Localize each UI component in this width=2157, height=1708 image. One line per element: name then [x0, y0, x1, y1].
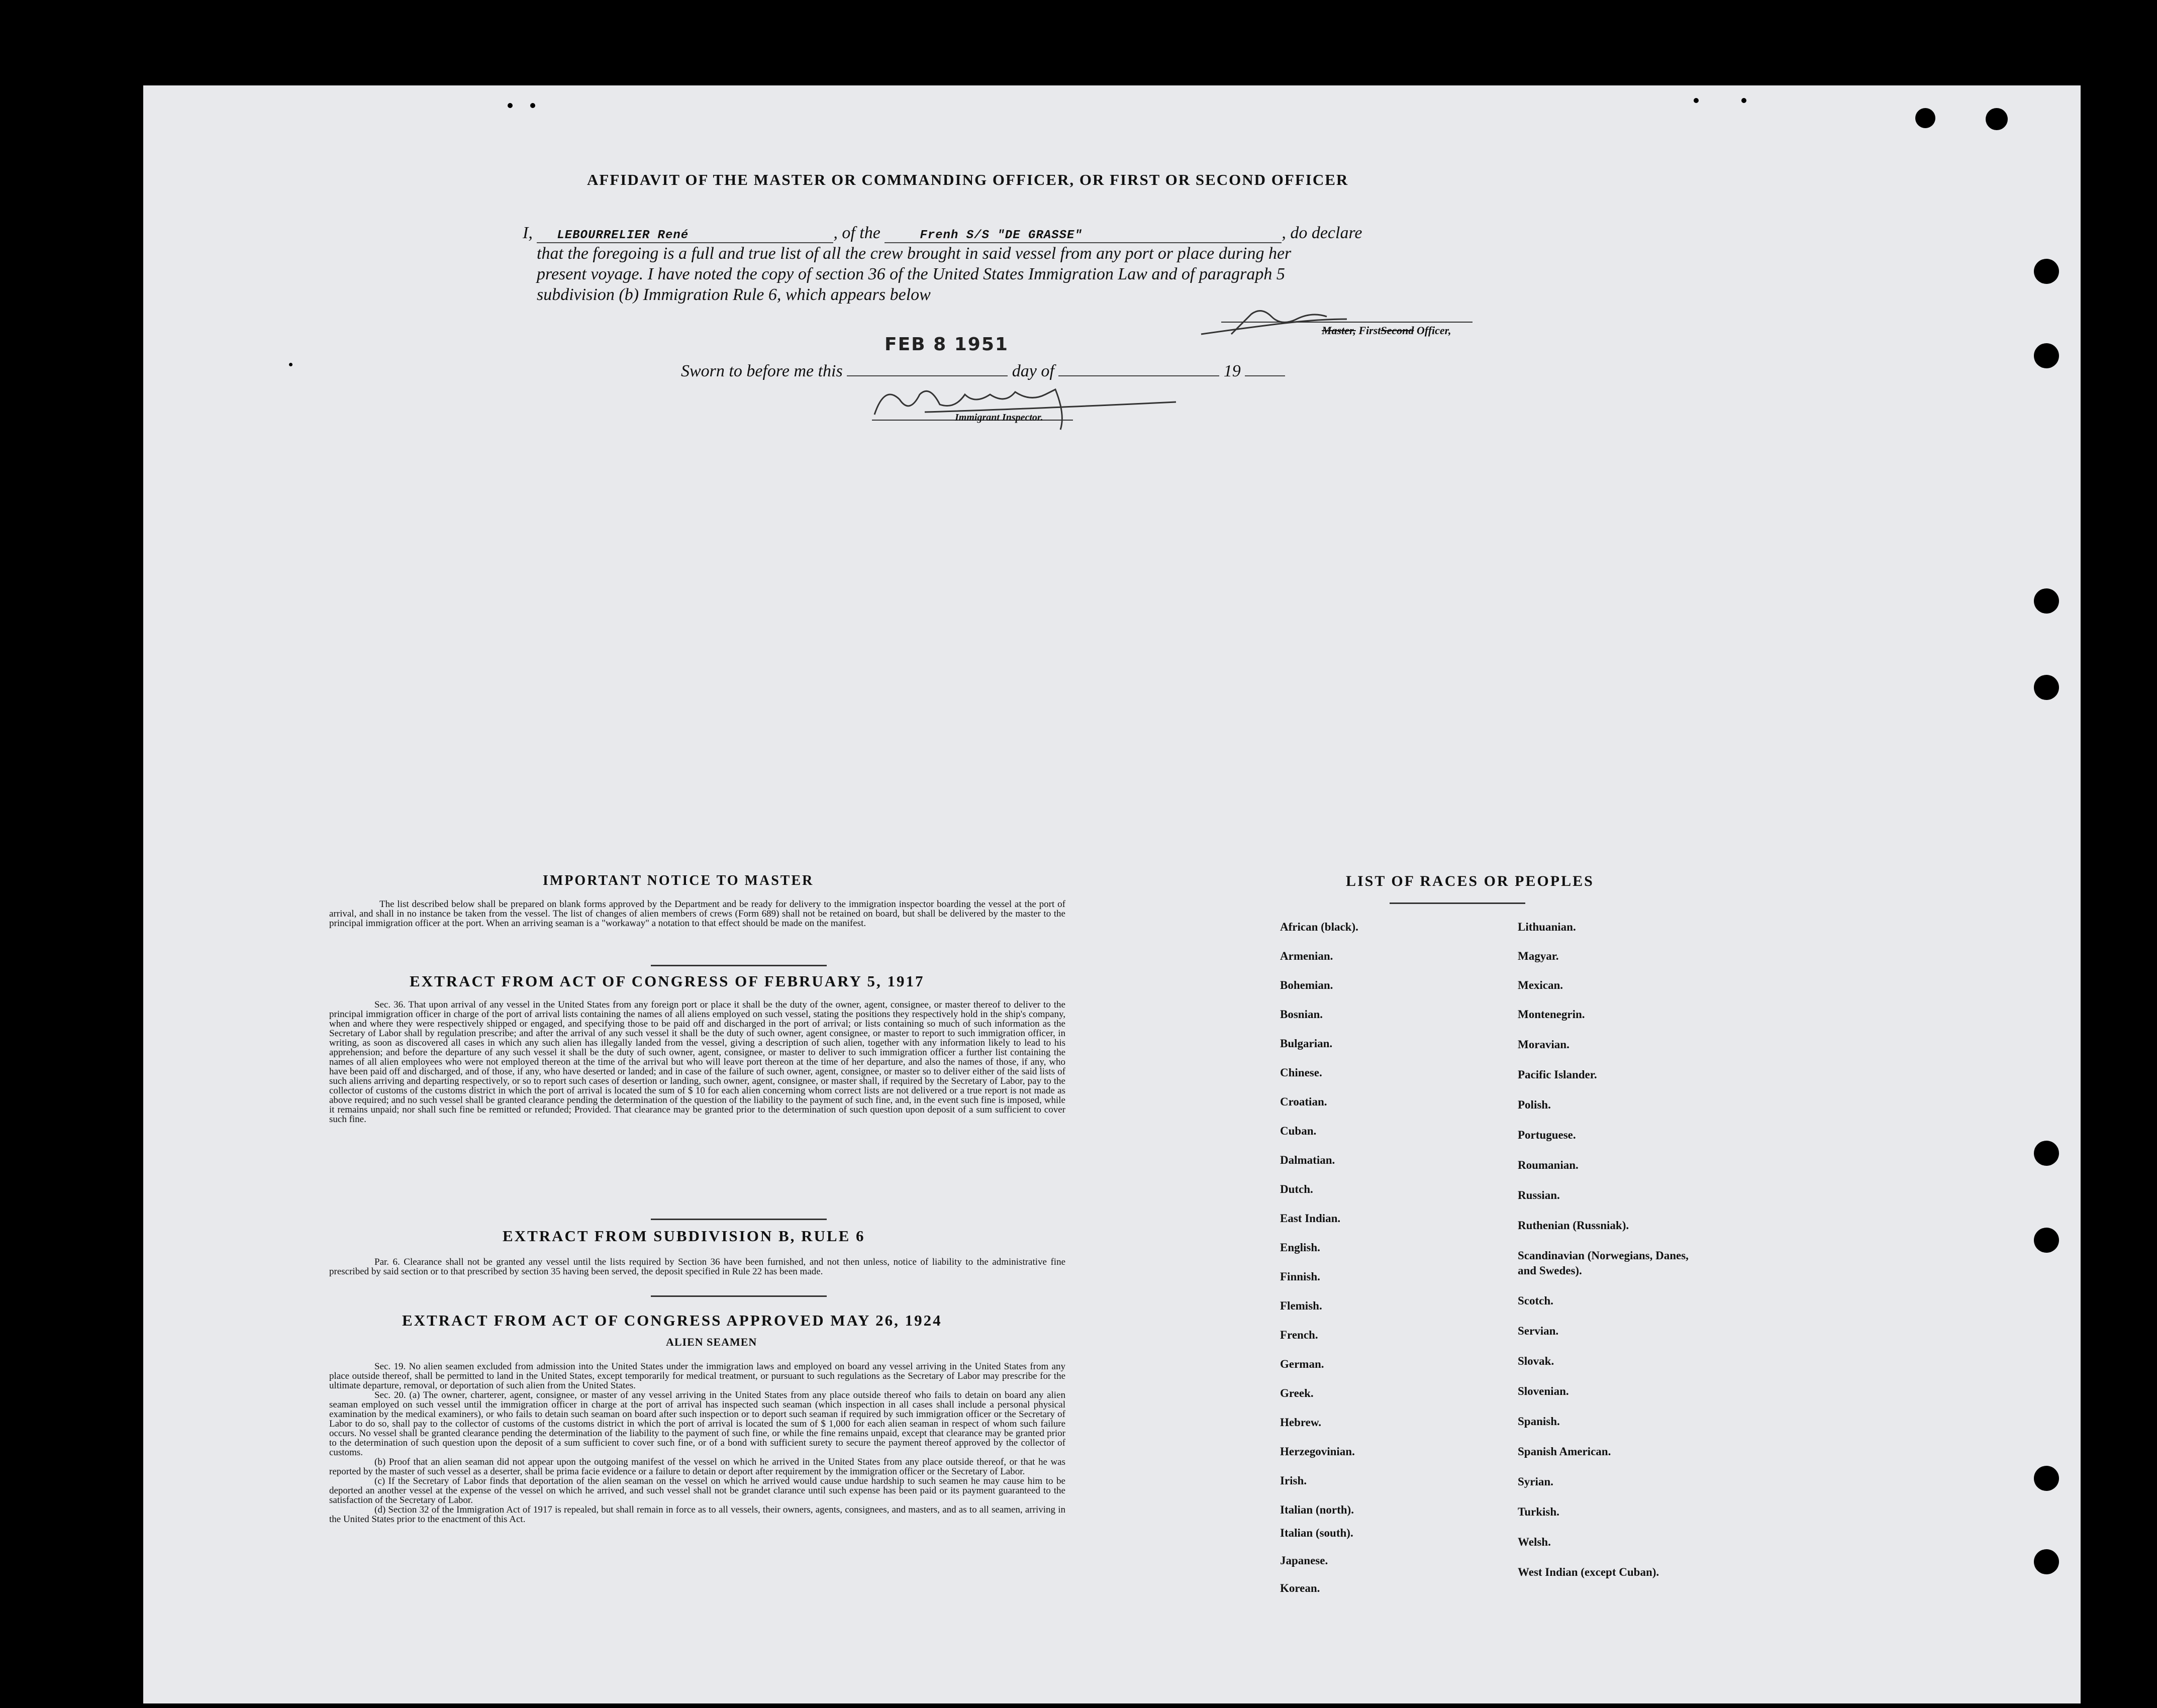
race-item: Turkish.	[1518, 1505, 1559, 1518]
race-item: Scandinavian (Norwegians, Danes, and Swedes).	[1518, 1249, 1689, 1277]
speck	[1741, 98, 1746, 103]
race-item: African (black).	[1280, 921, 1358, 933]
declaration-line-1	[523, 224, 1362, 243]
race-item: Polish.	[1518, 1098, 1551, 1111]
notice-title: IMPORTANT NOTICE TO MASTER	[543, 873, 814, 888]
divider	[651, 1219, 827, 1220]
speck	[289, 363, 292, 366]
race-item: Portuguese.	[1518, 1129, 1576, 1141]
speck	[1694, 98, 1699, 103]
race-item: Bosnian.	[1280, 1008, 1323, 1021]
officer-label	[1322, 324, 1451, 337]
notice-text: The list described below shall be prepared on blank forms approved by the Department and be ready for delivery to the immigration inspector boarding the vessel at the port of arrival, and shall in no instance be taken from the vessel. The list of changes of alien members of crews (Form 689) shall not be retained on board, but shall be delivered by the master to the principal immigration officer at the port. When an arriving seaman is a "workaway" a notation to that effect should be made on the manifest.	[329, 899, 1065, 929]
race-item: Lithuanian.	[1518, 921, 1576, 933]
speck	[530, 103, 535, 108]
race-item: German.	[1280, 1358, 1324, 1370]
race-item: Japanese.	[1280, 1554, 1328, 1567]
race-item: Spanish.	[1518, 1415, 1560, 1428]
officer-label-master: Master,	[1322, 324, 1356, 337]
declaration-line-4: subdivision (b) Immigration Rule 6, which appears below	[537, 285, 931, 304]
day-of-text: day of	[1012, 362, 1054, 380]
sec20c-text: (c) If the Secretary of Labor finds that deportation of the alien seaman on the vessel on which he arrived would cause undue hardship to such seamen he may cause him to be deported an another vessel at the expense of the vessel on which he arrived, and such vessel shall not be grandet clarance until such expense has been paid or its payment guaranteed to the satisfaction of the Secretary of Labor.	[329, 1476, 1065, 1505]
alien-seamen-subtitle: ALIEN SEAMEN	[666, 1336, 757, 1348]
race-item: Syrian.	[1518, 1475, 1553, 1488]
sworn-text: Sworn to before me this	[681, 362, 843, 380]
officer-label-first: First	[1358, 324, 1381, 337]
year-prefix: 19	[1223, 362, 1241, 380]
race-item: Welsh.	[1518, 1536, 1551, 1548]
race-item: Montenegrin.	[1518, 1008, 1585, 1021]
officer-label-second: Second	[1381, 324, 1414, 337]
race-item: Bohemian.	[1280, 979, 1333, 991]
punch-hole	[2034, 588, 2059, 614]
race-item: Flemish.	[1280, 1299, 1322, 1312]
race-item: East Indian.	[1280, 1212, 1341, 1225]
extract-1917-sec-label: Sec. 36.	[374, 999, 406, 1010]
race-item: Spanish American.	[1518, 1445, 1611, 1458]
race-item: English.	[1280, 1241, 1320, 1254]
race-item: French.	[1280, 1329, 1318, 1341]
word-do-declare: , do declare	[1282, 224, 1362, 242]
word-of-the: , of the	[833, 224, 880, 242]
sec19-text: Sec. 19. No alien seamen excluded from admission into the United States under the immigration laws and employed on board any vessel arriving in the United States from any place outside thereof, shall be permitted to land in the United States, except temporarily for medical treatment, or pursuant to such regulations as the Secretary of Labor may prescribe for the ultimate departure, removal, or deportation of such alien from the United States.	[329, 1361, 1065, 1391]
race-item: Irish.	[1280, 1474, 1307, 1487]
extract-1924-text	[329, 1362, 1065, 1524]
race-item: Moravian.	[1518, 1038, 1570, 1051]
punch-hole	[2034, 343, 2059, 368]
extract-rule6-par-label: Par. 6.	[374, 1257, 400, 1267]
extract-rule6-body: Clearance shall not be granted any vessel until the lists required by Section 36 have been furnished, and not then unless, notice of liability to the administrative fine prescribed by said section or to that prescribed by section 35 having been served, the deposit specified in Rule 22 has been made.	[329, 1257, 1066, 1277]
punch-hole	[2034, 1141, 2059, 1166]
race-item: Finnish.	[1280, 1270, 1320, 1283]
punch-hole	[2034, 675, 2059, 700]
race-item: Magyar.	[1518, 950, 1559, 962]
declaration-line-3: present voyage. I have noted the copy of section 36 of the United States Immigration Law and of paragraph 5	[537, 265, 1285, 283]
inspector-signature	[864, 374, 1186, 435]
race-item: Chinese.	[1280, 1066, 1322, 1079]
sec20a-text: Sec. 20. (a) The owner, charterer, agent, consignee, or master of any vessel arriving in the United States from any place outside thereof who fails to detain on board any alien seaman employed on such vessel until the immigration officer in charge at the port of arrival has inspected such seaman (which inspection in all cases shall include a personal physical examination by the medical examiners), or who fails to detain such seaman on board after such inspection or to deport such seaman if required by such immigration officer or the Secretary of Labor to do so, shall pay to the collector of customs of the customs district in which the port of arrival is located the sum of $ 1,000 for each alien seaman in respect of whom such failure occurs. No vessel shall be granted clearance pending the determination of the liability to the payment of such fine, or while the fine remains unpaid, except that clearance may be granted prior to the determination of such question upon the deposit of a sum sufficient to cover such fine, or of a bond with sufficient surety to secure the payment thereof approved by the collector of customs.	[329, 1390, 1065, 1458]
sworn-year-field	[1245, 375, 1285, 376]
punch-hole	[1915, 108, 1935, 128]
race-item: Herzegovinian.	[1280, 1445, 1355, 1458]
race-item: Greek.	[1280, 1387, 1314, 1399]
race-item: Bulgarian.	[1280, 1037, 1333, 1050]
race-item: Mexican.	[1518, 979, 1563, 991]
extract-1924-title: EXTRACT FROM ACT OF CONGRESS APPROVED MAY 26, 1924	[402, 1312, 942, 1329]
declaration-line-2: that the foregoing is a full and true list of all the crew brought in said vessel from any port or place during her	[537, 244, 1292, 263]
race-item: Servian.	[1518, 1325, 1559, 1337]
date-stamp: FEB 8 1951	[885, 334, 1009, 355]
extract-rule6-title: EXTRACT FROM SUBDIVISION B, RULE 6	[503, 1227, 865, 1245]
divider	[651, 965, 827, 966]
race-item: Korean.	[1280, 1582, 1320, 1594]
affidavit-title: AFFIDAVIT OF THE MASTER OR COMMANDING OFFICER, OR FIRST OR SECOND OFFICER	[587, 171, 1349, 188]
race-item: Dalmatian.	[1280, 1154, 1335, 1166]
race-item: Slovak.	[1518, 1355, 1554, 1367]
race-item: Italian (south).	[1280, 1527, 1353, 1539]
race-item: Hebrew.	[1280, 1416, 1321, 1429]
race-item: Italian (north).	[1280, 1503, 1354, 1516]
speck	[508, 103, 513, 108]
race-item: Scotch.	[1518, 1294, 1553, 1307]
punch-hole	[2034, 1228, 2059, 1253]
extract-1917-text	[329, 1000, 1065, 1124]
race-item: West Indian (except Cuban).	[1518, 1566, 1659, 1578]
race-item: Cuban.	[1280, 1125, 1317, 1137]
races-title: LIST OF RACES OR PEOPLES	[1346, 873, 1594, 889]
race-item: Slovenian.	[1518, 1385, 1569, 1397]
race-item: Ruthenian (Russniak).	[1518, 1219, 1629, 1232]
punch-hole	[2034, 1466, 2059, 1491]
race-item: Croatian.	[1280, 1095, 1327, 1108]
race-item: Dutch.	[1280, 1183, 1313, 1195]
punch-hole	[2034, 1549, 2059, 1574]
race-item: Russian.	[1518, 1189, 1560, 1201]
race-item: Pacific Islander.	[1518, 1068, 1597, 1081]
extract-1917-title: EXTRACT FROM ACT OF CONGRESS OF FEBRUARY 5, 1917	[410, 972, 925, 990]
punch-hole	[2034, 259, 2059, 284]
inspector-label: Immigrant Inspector.	[955, 412, 1043, 423]
punch-hole	[1986, 108, 2008, 130]
vessel-name-field: Frenh S/S "DE GRASSE"	[885, 229, 1282, 243]
sec20b-text: (b) Proof that an alien seaman did not appear upon the outgoing manifest of the vessel on which he arrived in the United States from any place outside thereof, or that he was reported by the master of such vessel as a deserter, shall be prima facie evidence or a failure to detain or deport after requirement by the immigration officer or the Secretary of Labor.	[329, 1457, 1065, 1477]
master-name-field: LEBOURRELIER René	[537, 229, 833, 243]
extract-rule6-text	[329, 1257, 1065, 1276]
officer-signature-line	[1221, 322, 1473, 323]
extract-1917-body: That upon arrival of any vessel in the United States from any foreign port or place it shall be the duty of the owner, agent, consignee, or master thereof to deliver to the principal immigration officer in charge of the port of arrival lists containing the names of all aliens employed on such vessel, stating the positions they respectively hold in the ship's company, when and where they were respectively shipped or engaged, and specifying those to be paid off and discharged in the port of arrival; or lists containing so much of such information as the Secretary of Labor shall by regulation prescribe; and after the arrival of any such vessel it shall be the duty of such owner, agent consignee, or master to report to such immigration officer, in writing, as soon as discovered all cases in which any such alien has illegally landed from the vessel, giving a description of such alien, together with any information likely to lead to his apprehension; and before the departure of any such vessel it shall be the duty of such owner, agent, consignee, or master to deliver to such immigration officer a further list containing the names of all alien employees who were not employed thereon at the time of the arrival but who will leave port thereon at the time of her departure, and also the names of those, if any, who have been paid off and discharged, and of those, if any, who have deserted or landed; and in case of the failure of such owner, agent, consignee, or master so to deliver either of the said lists of such aliens arriving and departing respectively, or so to report such cases of desertion or landing, such owner, agent, consignee, or master shall, if required by the Secretary of Labor, pay to the collector of customs of the customs district in which the port of arrival is located the sum of $ 10 for each alien concerning whom correct lists are not delivered or a true report is not made as above required; and no such vessel shall be granted clearance pending the determination of the question of the liability to the payment of such fine, and, in the event such fine is imposed, while it remains unpaid; nor shall such fine be remitted or refunded; Provided. That clearance may be granted prior to the determination of such question upon deposit of a sum sufficient to cover such fine.	[329, 999, 1065, 1125]
word-i: I,	[523, 224, 533, 242]
race-item: Roumanian.	[1518, 1159, 1579, 1171]
officer-label-suffix: Officer,	[1416, 324, 1451, 337]
sec20d-text: (d) Section 32 of the Immigration Act of 1917 is repealed, but shall remain in force as to all vessels, their owners, agents, consignees, and masters, and as to all seamen, arriving in the United States prior to the enactment of this Act.	[329, 1504, 1065, 1525]
divider	[1390, 902, 1525, 904]
divider	[651, 1295, 827, 1297]
race-item: Armenian.	[1280, 950, 1333, 962]
